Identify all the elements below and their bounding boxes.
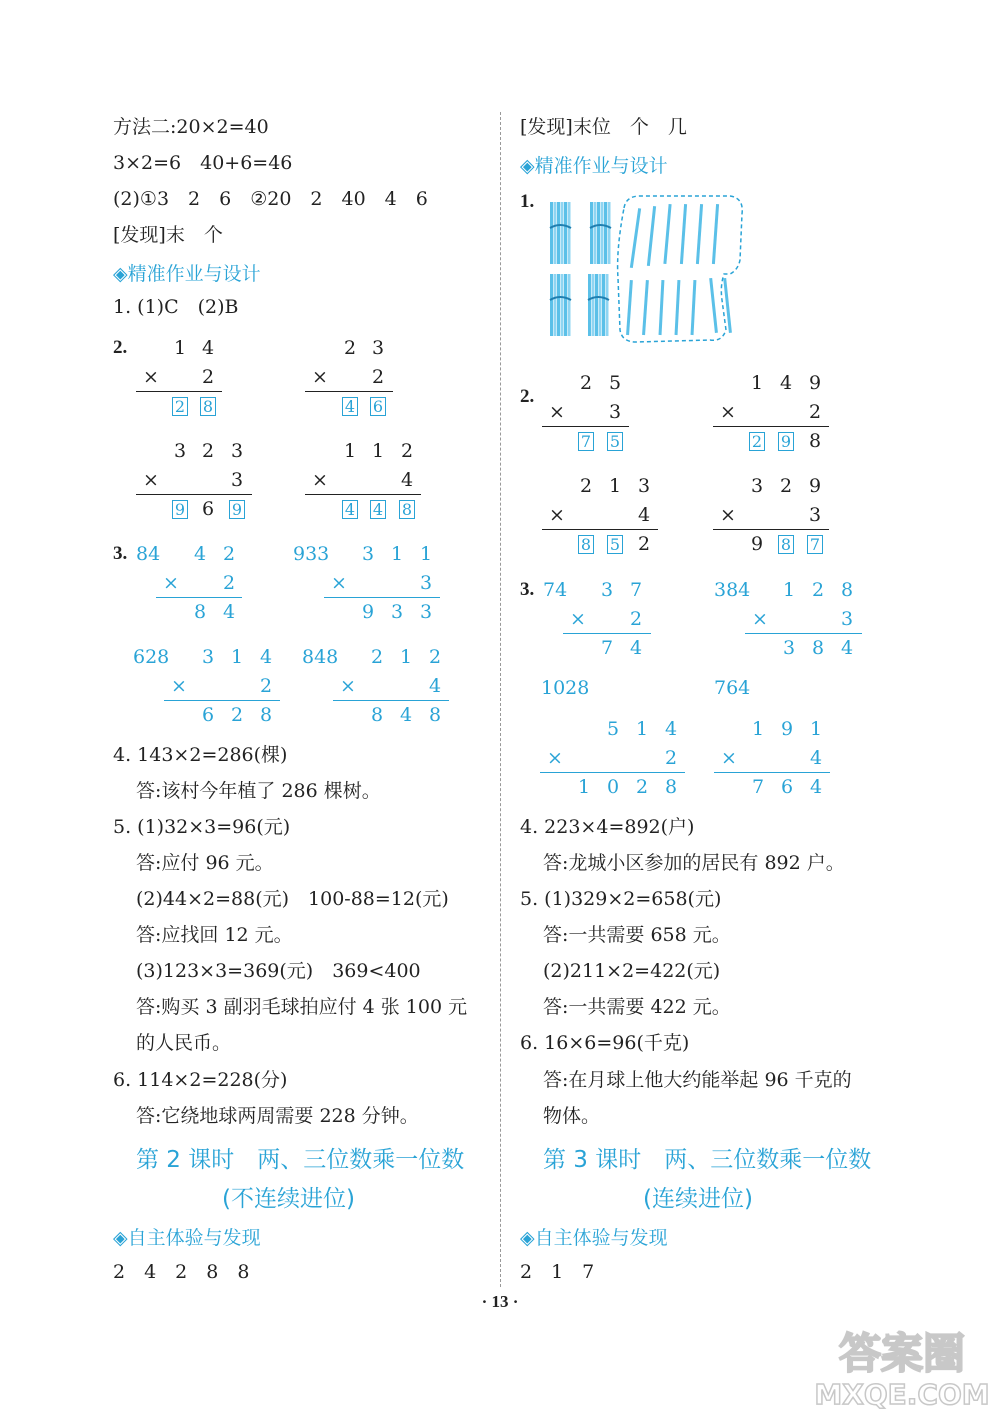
digit: 8 xyxy=(808,430,822,452)
digit: 1 xyxy=(390,543,404,565)
times-sign: × xyxy=(547,747,563,769)
left-q5-equation-2: (2)44×2=88(元) 100-88=12(元) xyxy=(136,888,449,910)
digit: 1 xyxy=(635,718,649,740)
left-line1: 方法二:20×2=40 xyxy=(113,116,269,138)
digit: 3 xyxy=(173,440,187,462)
left-q1: 1. (1)C (2)B xyxy=(113,296,239,318)
sum-line xyxy=(305,391,393,392)
digit: 3 xyxy=(808,504,822,526)
times-sign: × xyxy=(143,366,159,388)
digit: 1 xyxy=(230,646,244,668)
column-divider xyxy=(500,112,501,1287)
answer-box: 8 xyxy=(399,500,415,519)
digit: 8 xyxy=(840,579,854,601)
digit: 3 xyxy=(608,401,622,423)
left-q2-label: 2. xyxy=(113,337,128,358)
digit: 1 xyxy=(577,776,591,798)
digit: 4 xyxy=(809,747,823,769)
single-sticks-bottom xyxy=(626,278,732,335)
times-sign: × xyxy=(171,675,187,697)
answer-value: 933 xyxy=(293,543,330,565)
right-line1: [发现]末位 个 几 xyxy=(520,116,687,138)
digit: 2 xyxy=(370,646,384,668)
left-q3-label: 3. xyxy=(113,543,128,564)
times-sign: × xyxy=(331,572,347,594)
digit: 1 xyxy=(399,646,413,668)
times-sign: × xyxy=(549,401,565,423)
answer-box: 2 xyxy=(749,432,765,451)
digit: 4 xyxy=(201,337,215,359)
left-q5-answer-3: 答:购买 3 副羽毛球拍应付 4 张 100 元 xyxy=(136,996,468,1018)
digit: 2 xyxy=(222,543,236,565)
answer-box: 5 xyxy=(607,432,623,451)
right-lesson-subtitle: (连续进位) xyxy=(643,1186,753,1212)
answer-box: 8 xyxy=(200,397,216,416)
right-section-title-2: ◈自主体验与发现 xyxy=(520,1227,668,1249)
sum-line xyxy=(540,772,685,773)
right-q1-label: 1. xyxy=(520,191,535,212)
digit: 4 xyxy=(809,776,823,798)
answer-box: 4 xyxy=(342,397,358,416)
digit: 2 xyxy=(201,440,215,462)
right-lesson-title: 第 3 课时 两、三位数乘一位数 xyxy=(543,1147,872,1173)
left-section-title: ◈精准作业与设计 xyxy=(113,263,261,285)
digit: 3 xyxy=(419,601,433,623)
digit: 8 xyxy=(428,704,442,726)
digit: 1 xyxy=(809,718,823,740)
sum-line xyxy=(324,597,440,598)
digit: 8 xyxy=(259,704,273,726)
digit: 2 xyxy=(579,475,593,497)
digit: 9 xyxy=(750,533,764,555)
digit: 3 xyxy=(361,543,375,565)
digit: 4 xyxy=(779,372,793,394)
digit: 1 xyxy=(750,372,764,394)
digit: 9 xyxy=(780,718,794,740)
digit: 2 xyxy=(635,776,649,798)
times-sign: × xyxy=(340,675,356,697)
digit: 3 xyxy=(637,475,651,497)
digit: 1 xyxy=(419,543,433,565)
right-q5-answer-2: 答:一共需要 422 元。 xyxy=(543,996,731,1018)
digit: 8 xyxy=(370,704,384,726)
watermark-logo xyxy=(812,1318,992,1410)
left-q6-equation: 6. 114×2=228(分) xyxy=(113,1069,288,1091)
digit: 4 xyxy=(664,718,678,740)
counting-sticks-illustration xyxy=(540,190,750,345)
answer-box: 7 xyxy=(578,432,594,451)
sum-line xyxy=(714,772,830,773)
left-line3: (2)①3 2 6 ②20 2 40 4 6 xyxy=(113,188,428,210)
digit: 4 xyxy=(259,646,273,668)
left-q4-answer: 答:该村今年植了 286 棵树。 xyxy=(136,780,381,802)
right-section-title: ◈精准作业与设计 xyxy=(520,155,668,177)
left-last-line: 2 4 2 8 8 xyxy=(113,1261,250,1283)
digit: 3 xyxy=(750,475,764,497)
digit: 3 xyxy=(371,337,385,359)
right-q6-answer: 答:在月球上他大约能举起 96 千克的 xyxy=(543,1069,852,1091)
times-sign: × xyxy=(570,608,586,630)
answer-box: 2 xyxy=(172,397,188,416)
right-q5-answer-1: 答:一共需要 658 元。 xyxy=(543,924,731,946)
digit: 1 xyxy=(371,440,385,462)
right-q6-answer-b: 物体。 xyxy=(543,1105,601,1127)
digit: 4 xyxy=(193,543,207,565)
answer-value: 84 xyxy=(136,543,161,565)
bundle-of-ten-icon xyxy=(588,274,609,336)
bundle-of-ten-icon xyxy=(550,202,571,264)
answer-box: 7 xyxy=(807,535,823,554)
answer-box: 9 xyxy=(778,432,794,451)
digit: 3 xyxy=(419,572,433,594)
left-q5-equation-1: 5. (1)32×3=96(元) xyxy=(113,816,291,838)
svg-text:答案圈: 答案圈 xyxy=(838,1329,966,1378)
answer-value: 1028 xyxy=(541,677,590,699)
times-sign: × xyxy=(720,401,736,423)
digit: 3 xyxy=(230,440,244,462)
digit: 4 xyxy=(840,637,854,659)
digit: 4 xyxy=(637,504,651,526)
digit: 1 xyxy=(608,475,622,497)
digit: 4 xyxy=(399,704,413,726)
digit: 4 xyxy=(629,637,643,659)
left-section-title-2: ◈自主体验与发现 xyxy=(113,1227,261,1249)
times-sign: × xyxy=(143,469,159,491)
digit: 3 xyxy=(600,579,614,601)
digit: 2 xyxy=(811,579,825,601)
sum-line xyxy=(136,494,252,495)
sum-line xyxy=(164,700,280,701)
digit: 1 xyxy=(173,337,187,359)
times-sign: × xyxy=(752,608,768,630)
digit: 9 xyxy=(808,475,822,497)
left-lesson-title: 第 2 课时 两、三位数乘一位数 xyxy=(136,1147,465,1173)
right-q6-equation: 6. 16×6=96(千克) xyxy=(520,1032,690,1054)
answer-value: 628 xyxy=(133,646,170,668)
times-sign: × xyxy=(163,572,179,594)
single-sticks-top xyxy=(630,204,719,268)
digit: 3 xyxy=(840,608,854,630)
digit: 3 xyxy=(230,469,244,491)
left-line4: [发现]末 个 xyxy=(113,224,223,246)
digit: 2 xyxy=(371,366,385,388)
digit: 3 xyxy=(390,601,404,623)
answer-box: 5 xyxy=(607,535,623,554)
sum-line xyxy=(542,426,629,427)
digit: 3 xyxy=(782,637,796,659)
right-q2-label: 2. xyxy=(520,386,535,407)
dashed-circle-outline xyxy=(618,196,743,342)
answer-value: 74 xyxy=(543,579,568,601)
right-q5-equation-2: (2)211×2=422(元) xyxy=(543,960,721,982)
digit: 9 xyxy=(361,601,375,623)
left-q5-answer-1: 答:应付 96 元。 xyxy=(136,852,274,874)
digit: 2 xyxy=(779,475,793,497)
digit: 7 xyxy=(751,776,765,798)
left-q5-equation-3: (3)123×3=369(元) 369<400 xyxy=(136,960,421,982)
left-lesson-subtitle: (不连续进位) xyxy=(222,1186,355,1212)
digit: 2 xyxy=(343,337,357,359)
digit: 3 xyxy=(201,646,215,668)
bundle-of-ten-icon xyxy=(550,274,571,336)
digit: 1 xyxy=(751,718,765,740)
answer-box: 4 xyxy=(342,500,358,519)
answer-value: 384 xyxy=(714,579,751,601)
times-sign: × xyxy=(312,366,328,388)
left-q5-answer-2: 答:应找回 12 元。 xyxy=(136,924,293,946)
answer-box: 9 xyxy=(172,500,188,519)
sum-line xyxy=(745,633,862,634)
times-sign: × xyxy=(312,469,328,491)
digit: 8 xyxy=(664,776,678,798)
times-sign: × xyxy=(720,504,736,526)
page-number: · 13 · xyxy=(481,1292,519,1311)
digit: 5 xyxy=(608,372,622,394)
right-last-line: 2 1 7 xyxy=(520,1261,595,1283)
digit: 4 xyxy=(428,675,442,697)
digit: 7 xyxy=(600,637,614,659)
sum-line xyxy=(713,529,829,530)
sum-line xyxy=(542,529,658,530)
answer-value: 764 xyxy=(714,677,751,699)
left-q6-answer: 答:它绕地球两周需要 228 分钟。 xyxy=(136,1105,419,1127)
digit: 4 xyxy=(222,601,236,623)
digit: 2 xyxy=(222,572,236,594)
digit: 1 xyxy=(343,440,357,462)
answer-box: 6 xyxy=(370,397,386,416)
digit: 6 xyxy=(201,498,215,520)
left-q4-equation: 4. 143×2=286(棵) xyxy=(113,744,288,766)
sum-line xyxy=(305,494,421,495)
digit: 6 xyxy=(201,704,215,726)
sum-line xyxy=(136,391,222,392)
digit: 2 xyxy=(637,533,651,555)
digit: 2 xyxy=(808,401,822,423)
left-q5-answer-3b: 的人民币。 xyxy=(136,1032,232,1054)
sum-line xyxy=(156,597,242,598)
svg-text:MXQE.COM: MXQE.COM xyxy=(814,1378,990,1410)
bundle-of-ten-icon xyxy=(590,202,611,264)
sum-line xyxy=(563,633,651,634)
digit: 2 xyxy=(664,747,678,769)
right-q4-answer: 答:龙城小区参加的居民有 892 户。 xyxy=(543,852,845,874)
digit: 0 xyxy=(606,776,620,798)
sum-line xyxy=(713,426,829,427)
answer-box: 4 xyxy=(370,500,386,519)
digit: 2 xyxy=(579,372,593,394)
left-line2: 3×2=6 40+6=46 xyxy=(113,152,293,174)
digit: 8 xyxy=(193,601,207,623)
answer-box: 9 xyxy=(229,500,245,519)
digit: 7 xyxy=(629,579,643,601)
digit: 2 xyxy=(201,366,215,388)
digit: 6 xyxy=(780,776,794,798)
digit: 4 xyxy=(400,469,414,491)
digit: 1 xyxy=(782,579,796,601)
digit: 2 xyxy=(428,646,442,668)
digit: 8 xyxy=(811,637,825,659)
sum-line xyxy=(333,700,449,701)
digit: 2 xyxy=(259,675,273,697)
digit: 5 xyxy=(606,718,620,740)
digit: 2 xyxy=(230,704,244,726)
digit: 2 xyxy=(400,440,414,462)
digit: 9 xyxy=(808,372,822,394)
digit: 2 xyxy=(629,608,643,630)
answer-box: 8 xyxy=(778,535,794,554)
times-sign: × xyxy=(721,747,737,769)
times-sign: × xyxy=(549,504,565,526)
right-q5-equation-1: 5. (1)329×2=658(元) xyxy=(520,888,722,910)
answer-box: 8 xyxy=(578,535,594,554)
answer-value: 848 xyxy=(302,646,339,668)
right-q3-label: 3. xyxy=(520,579,535,600)
right-q4-equation: 4. 223×4=892(户) xyxy=(520,816,695,838)
